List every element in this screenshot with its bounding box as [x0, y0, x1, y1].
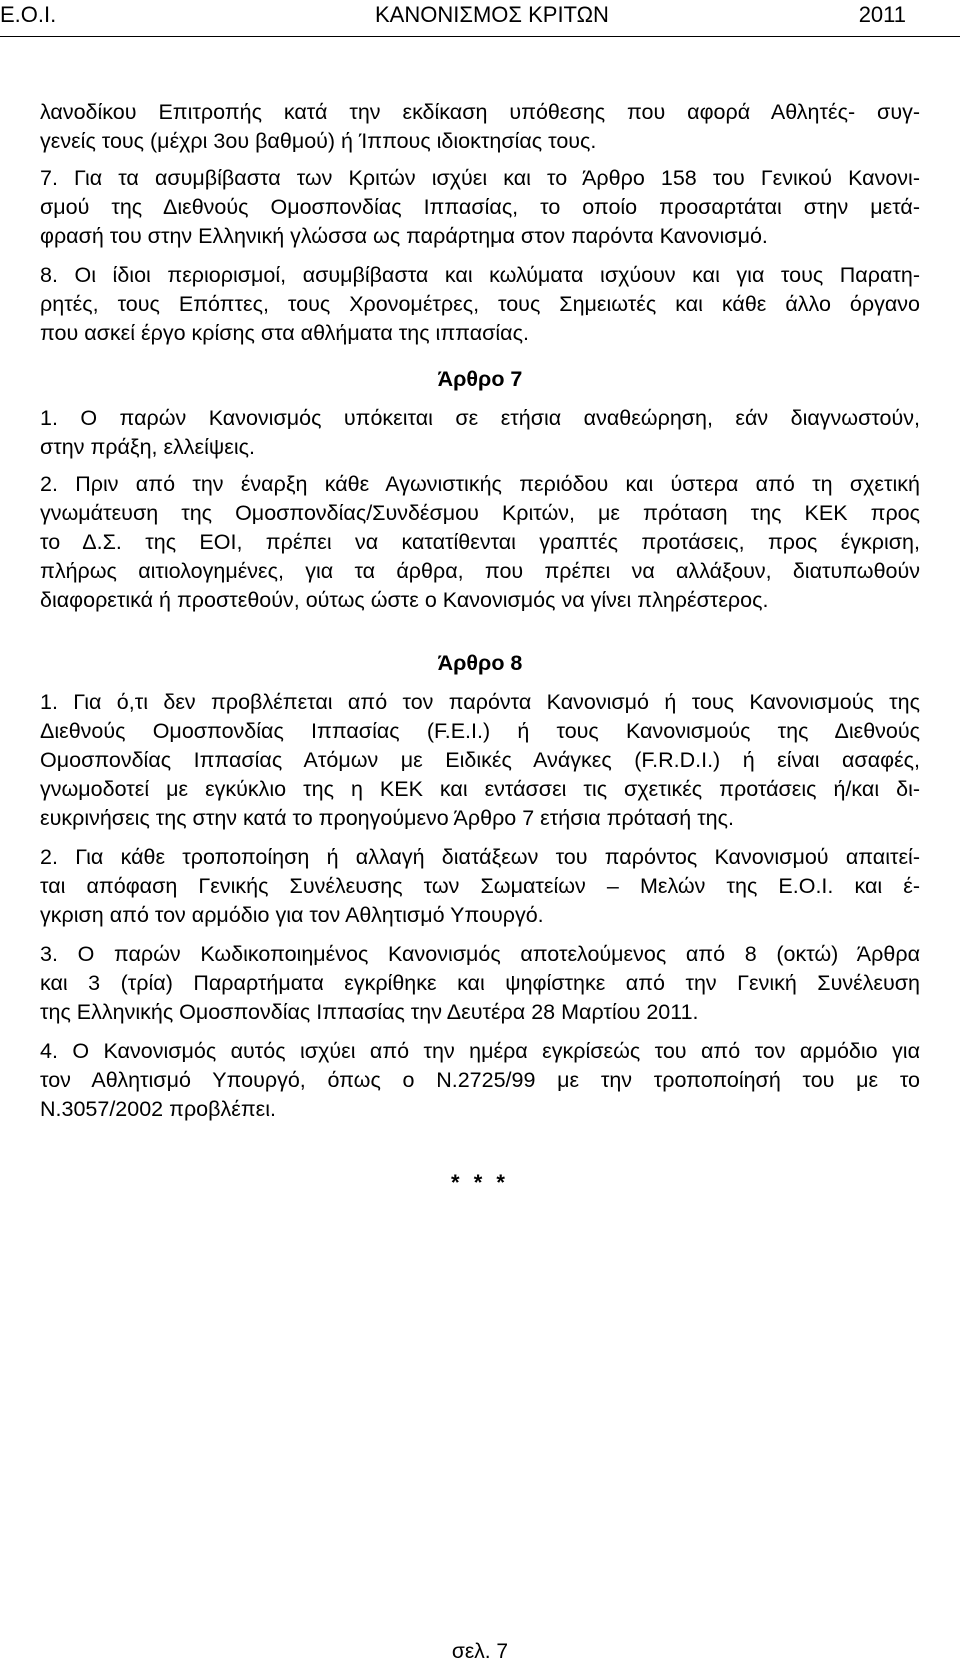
text-line: 4. Ο Κανονισμός αυτός ισχύει από την ημέρα εγκρίσεώς του από τον αρμόδιο για — [40, 1039, 920, 1063]
text-line: 1. Για ό,τι δεν προβλέπεται από τον παρόντα Κανονισμό ή τους Κανονισμούς της — [40, 690, 920, 714]
text-line: γενείς τους (μέχρι 3ου βαθμού) ή Ίππους ιδιοκτησίας τους. — [40, 129, 597, 153]
text-line: που ασκεί έργο κρίσης στα αθλήματα της ιππασίας. — [40, 321, 529, 345]
text-line: και 3 (τρία) Παραρτήματα εγκρίθηκε και ψηφίστηκε από την Γενική Συνέλευση — [40, 971, 920, 995]
end-of-section-marker: * * * — [451, 1170, 509, 1195]
header-organization: Ε.Ο.Ι. — [0, 2, 57, 27]
text-line: 3. Ο παρών Κωδικοποιημένος Κανονισμός αποτελούμενος από 8 (οκτώ) Άρθρα — [40, 942, 920, 966]
text-line: 8. Οι ίδιοι περιορισμοί, ασυμβίβαστα και κωλύματα ισχύουν και για τους Παρατη- — [40, 263, 920, 287]
paragraph-7 — [40, 164, 920, 251]
document-body — [40, 98, 920, 1197]
text-line: ευκρινήσεις της στην κατά το προηγούμενο Άρθρο 7 ετήσια πρότασή της. — [40, 806, 734, 830]
header-year: 2011 — [858, 2, 906, 27]
article-8-heading: Άρθρο 8 — [437, 651, 523, 675]
text-line: 1. Ο παρών Κανονισμός υπόκειται σε ετήσια αναθεώρηση, εάν διαγνωστούν, — [40, 406, 920, 430]
text-line: λανοδίκου Επιτροπής κατά την εκδίκαση υπόθεσης που αφορά Αθλητές- συγ- — [40, 100, 920, 124]
text-line: το Δ.Σ. της ΕΟΙ, πρέπει να κατατίθενται γραπτές προτάσεις, προς έγκριση, — [40, 530, 920, 554]
text-line: φρασή του στην Ελληνική γλώσσα ως παράρτημα στον παρόντα Κανονισμό. — [40, 224, 768, 248]
text-line: 2. Για κάθε τροποποίηση ή αλλαγή διατάξεων του παρόντος Κανονισμού απαιτεί- — [40, 845, 920, 869]
text-line: τον Αθλητισμό Υπουργό, όπως ο Ν.2725/99 με την τροποποίησή του με το — [40, 1068, 920, 1092]
text-line: πλήρως αιτιολογημένες, για τα άρθρα, που πρέπει να αλλάξουν, διατυπωθούν — [40, 559, 920, 583]
article-8-item-4 — [40, 1037, 920, 1124]
text-line: Διεθνούς Ομοσπονδίας Ιππασίας (F.E.I.) ή τους Κανονισμούς της Διεθνούς — [40, 719, 920, 743]
paragraph-intro — [40, 98, 920, 156]
page-number: σελ. 7 — [451, 1640, 509, 1663]
text-line: ται απόφαση Γενικής Συνέλευσης των Σωματείων – Μελών της Ε.Ο.Ι. και έ- — [40, 874, 920, 898]
article-7-item-1 — [40, 404, 920, 462]
page-header — [0, 0, 960, 37]
text-line: γνωμάτευση της Ομοσπονδίας/Συνδέσμου Κριτών, με πρόταση της ΚΕΚ προς — [40, 501, 920, 525]
text-line: σμού της Διεθνούς Ομοσπονδίας Ιππασίας, το οποίο προσαρτάται στην μετά- — [40, 195, 920, 219]
text-line: γκριση από τον αρμόδιο για τον Αθλητισμό Υπουργό. — [40, 903, 544, 927]
text-line: 2. Πριν από την έναρξη κάθε Αγωνιστικής περιόδου και ύστερα από τη σχετική — [40, 472, 920, 496]
article-8-item-2 — [40, 843, 920, 930]
article-7-heading: Άρθρο 7 — [437, 367, 523, 391]
text-line: Ν.3057/2002 προβλέπει. — [40, 1097, 276, 1121]
text-line: στην πράξη, ελλείψεις. — [40, 435, 255, 459]
header-title: ΚΑΝΟΝΙΣΜΟΣ ΚΡΙΤΩΝ — [375, 2, 609, 27]
article-8-item-3 — [40, 940, 920, 1027]
text-line: ρητές, τους Επόπτες, τους Χρονομέτρες, τους Σημειωτές και κάθε άλλο όργανο — [40, 292, 920, 316]
text-line: της Ελληνικής Ομοσπονδίας Ιππασίας την Δευτέρα 28 Μαρτίου 2011. — [40, 1000, 699, 1024]
article-7-item-2 — [40, 470, 920, 615]
paragraph-8 — [40, 261, 920, 348]
text-line: διαφορετικά ή προστεθούν, ούτως ώστε ο Κανονισμός να γίνει πληρέστερος. — [40, 588, 769, 612]
article-8-item-1 — [40, 688, 920, 833]
text-line: Ομοσπονδίας Ιππασίας Ατόμων με Ειδικές Ανάγκες (F.R.D.I.) ή είναι ασαφές, — [40, 748, 920, 772]
text-line: γνωμοδοτεί με εγκύκλιο της η ΚΕΚ και εντάσσει τις σχετικές προτάσεις ή/και δι- — [40, 777, 920, 801]
text-line: 7. Για τα ασυμβίβαστα των Κριτών ισχύει και το Άρθρο 158 του Γενικού Κανονι- — [40, 166, 920, 190]
